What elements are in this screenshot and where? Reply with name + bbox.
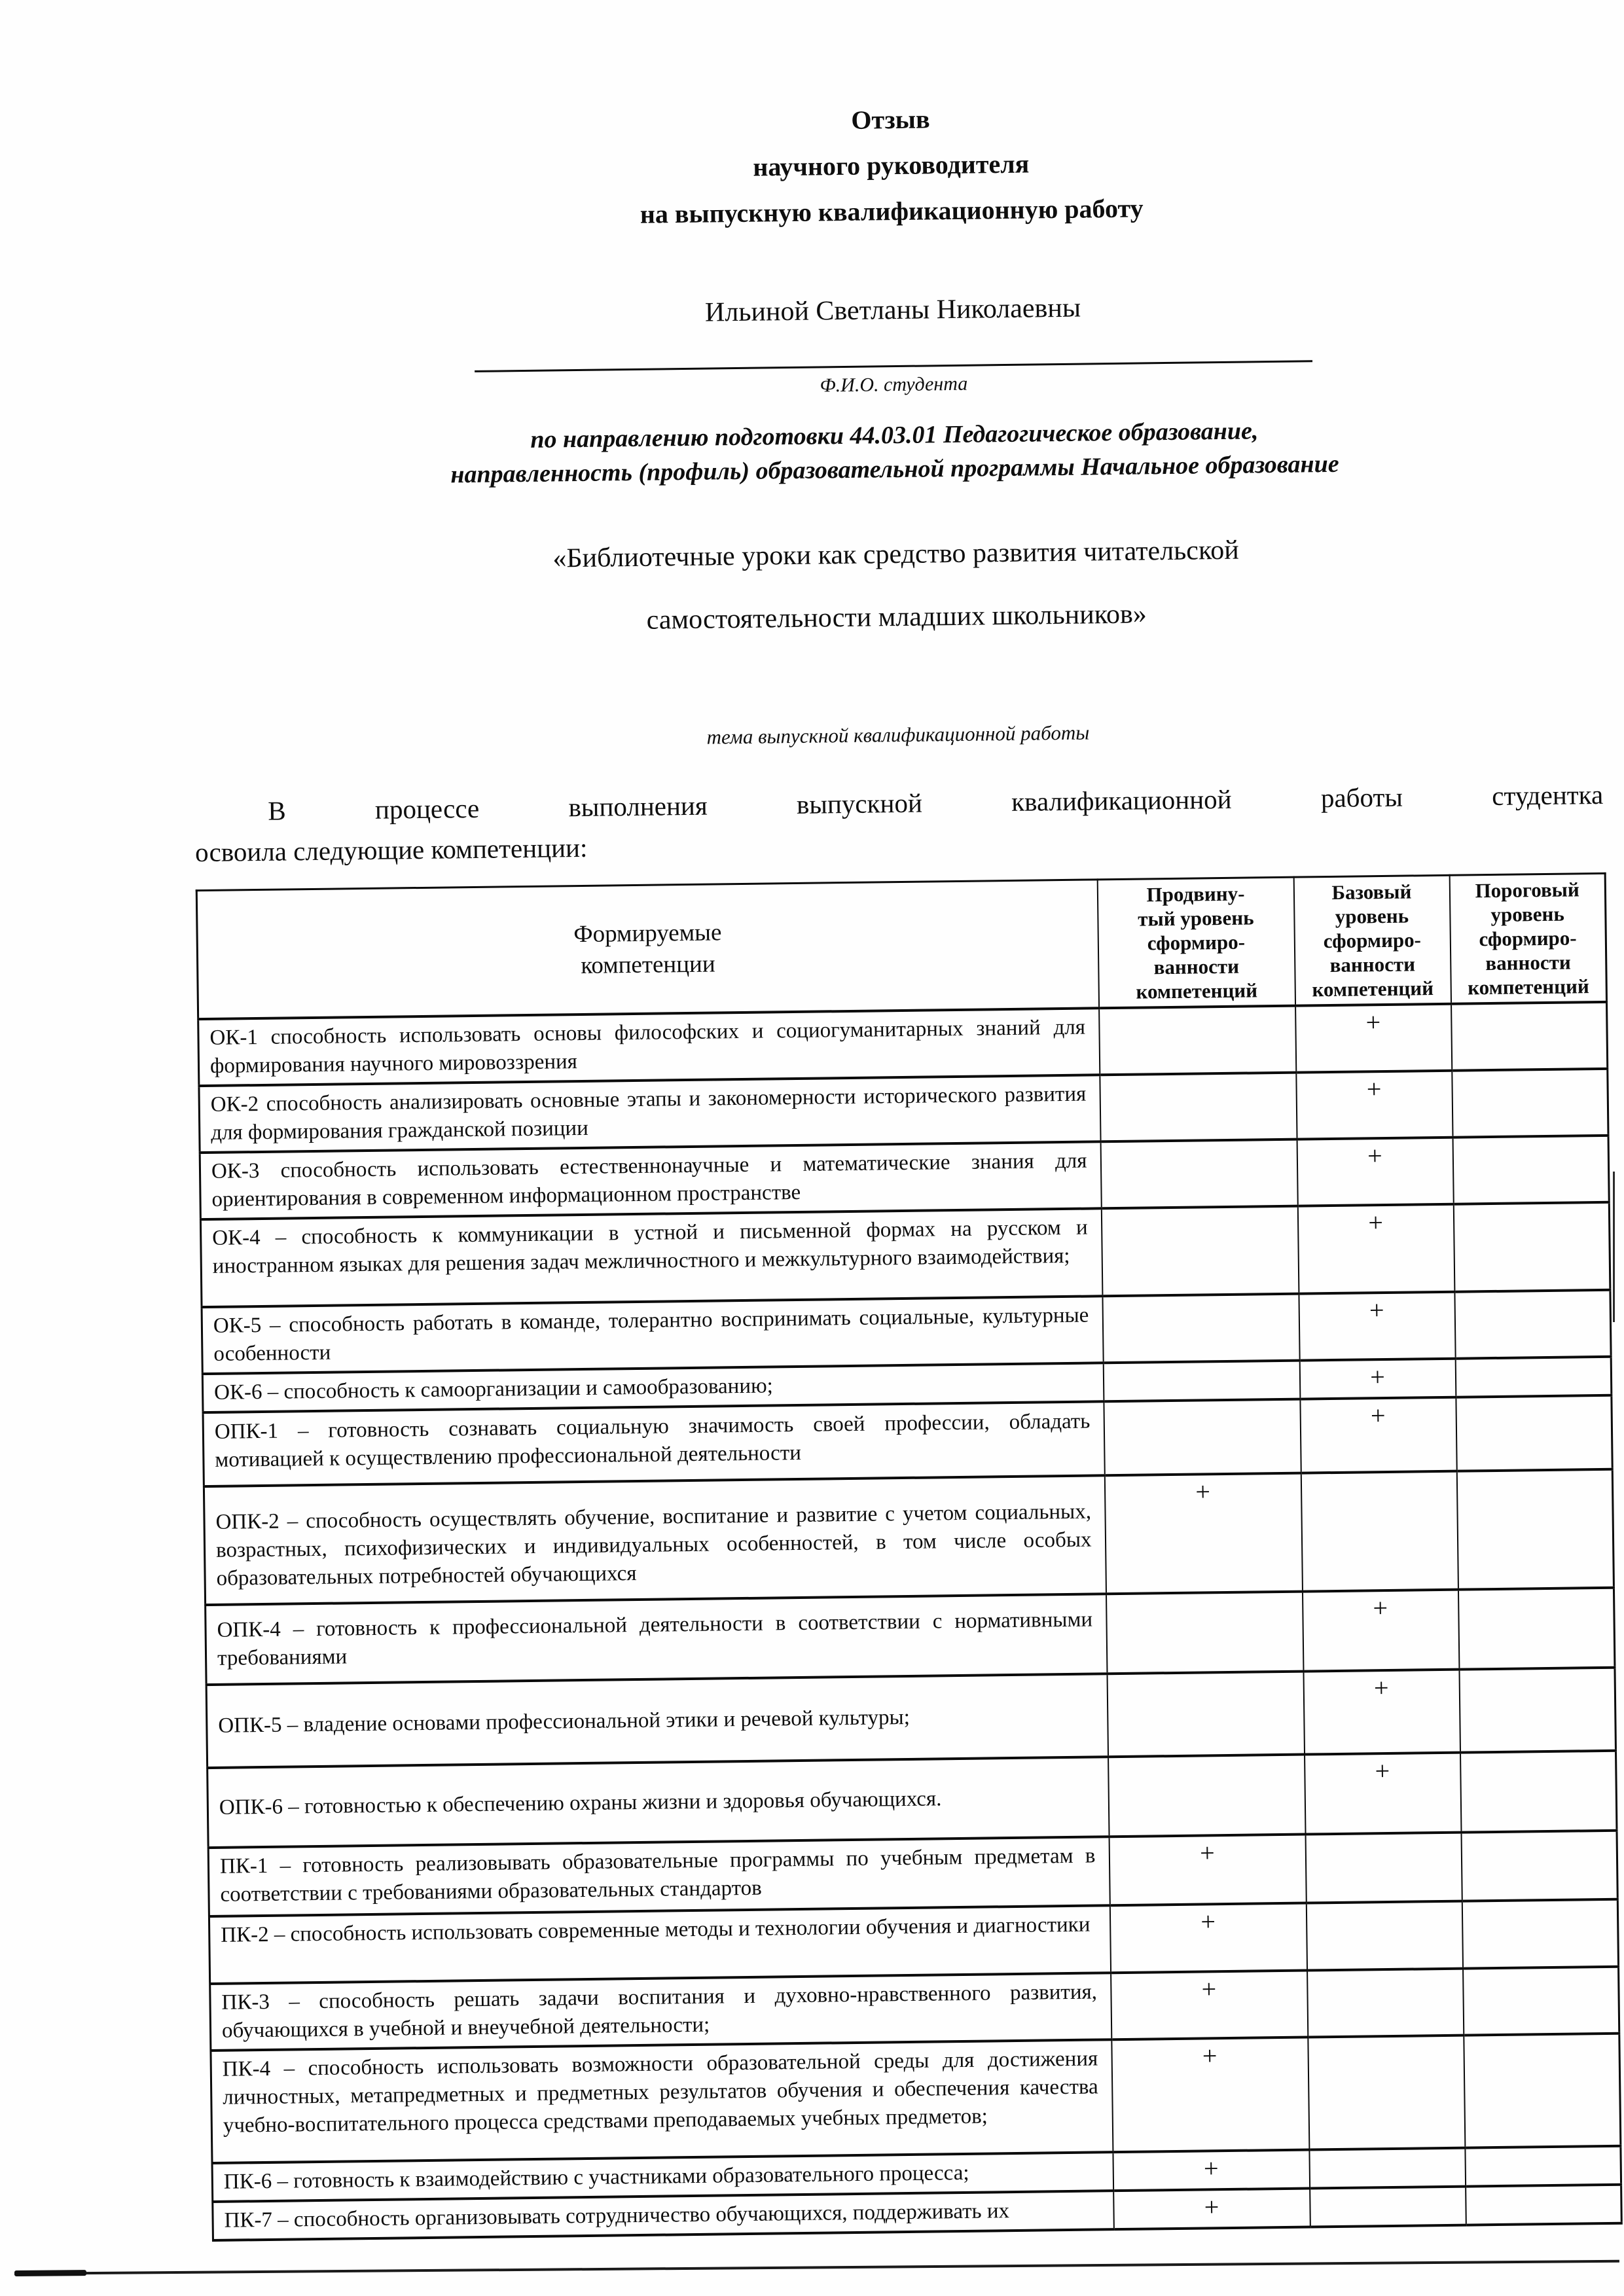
advanced-level-cell: [1101, 1206, 1299, 1297]
advanced-level-cell: +: [1111, 2037, 1309, 2153]
intro-paragraph: [194, 774, 1604, 872]
threshold-level-cell: [1458, 1588, 1614, 1670]
basic-level-cell: [1308, 2036, 1465, 2150]
scan-artifact-blob: [14, 2270, 86, 2276]
basic-level-cell: [1305, 1833, 1462, 1903]
threshold-level-cell: [1453, 1202, 1610, 1292]
advanced-level-cell: [1107, 1672, 1305, 1757]
basic-level-cell: [1307, 1969, 1464, 2037]
header-threshold-level: Пороговый уровень сформиро- ванности компетенций: [1449, 873, 1606, 1003]
competency-row-8: [204, 1469, 1614, 1605]
intro-line-2: освоила следующие компетенции:: [194, 832, 588, 868]
basic-level-cell: +: [1305, 1753, 1461, 1835]
competency-table-header-row: [196, 873, 1606, 1019]
threshold-level-cell: [1455, 1357, 1612, 1397]
competency-text: ОК-3 способность использовать естественнонаучные и математические знания для ориентирования в современном информационном пространстве: [200, 1141, 1101, 1219]
basic-level-cell: +: [1303, 1670, 1460, 1755]
competency-text: ПК-3 – способность решать задачи воспитания и духовно-нравственного развития, обучающихся в учебной и внеучебной деятельности;: [210, 1973, 1111, 2051]
advanced-level-cell: [1100, 1073, 1297, 1142]
intro-line-1: В процессе выполнения выпускной квалификационной работы студентка: [268, 779, 1604, 826]
advanced-level-cell: +: [1113, 2189, 1310, 2230]
document-title: [186, 88, 1596, 243]
basic-level-cell: [1309, 2148, 1466, 2189]
advanced-level-cell: [1103, 1361, 1300, 1402]
thesis-title: [191, 514, 1601, 657]
competency-text: ОПК-4 – готовность к профессиональной деятельности в соответствии с нормативными требованиями: [206, 1594, 1107, 1685]
title-line-1: Отзыв: [851, 104, 930, 135]
title-line-3: на выпускную квалификационную работу: [640, 193, 1144, 229]
advanced-level-cell: [1102, 1294, 1299, 1363]
competency-row-15: [211, 2034, 1621, 2163]
thesis-caption: тема выпускной квалификационной работы: [706, 721, 1090, 749]
advanced-level-cell: +: [1110, 1903, 1307, 1973]
advanced-level-cell: [1099, 1006, 1296, 1075]
basic-level-cell: [1306, 1901, 1462, 1971]
competency-text: ОК-6 – способность к самоорганизации и самообразованию;: [202, 1363, 1104, 1412]
scan-artifact-right-line: [1613, 1172, 1615, 1322]
competency-text: ПК-2 – способность использовать современные методы и технологии обучения и диагностики: [209, 1905, 1110, 1984]
competency-text: ОК-5 – способность работать в команде, толерантно воспринимать социальные, культурные особенности: [202, 1296, 1103, 1374]
student-name-caption: Ф.И.О. студента: [820, 372, 968, 397]
competency-text: ОПК-5 – владение основами профессиональной этики и речевой культуры;: [206, 1674, 1108, 1768]
threshold-level-cell: [1463, 1967, 1619, 2036]
basic-level-cell: +: [1295, 1004, 1452, 1073]
basic-level-cell: [1301, 1471, 1458, 1592]
competency-text: ПК-6 – готовность к взаимодействию с участниками образовательного процесса;: [212, 2152, 1113, 2202]
competency-text: ОК-2 способность анализировать основные этапы и закономерности исторического развития для формирования гражданской позиции: [199, 1075, 1100, 1153]
competency-text: ОПК-2 – способность осуществлять обучение, воспитание и развитие с учетом социальных, возрастных, психофизических и индивидуальных особенностей, в том числе особых образовательных потребностей обучающихся: [204, 1475, 1106, 1605]
basic-level-cell: +: [1297, 1204, 1454, 1294]
competency-text: ОК-4 – способность к коммуникации в устной и письменной формах на русском и иностранном языках для решения задач межличностного и межкультурного взаимодействия;: [200, 1208, 1102, 1307]
competency-text: ПК-1 – готовность реализовывать образовательные программы по учебным предметам в соответствии с требованиями образовательных стандартов: [208, 1837, 1110, 1916]
advanced-level-cell: +: [1113, 2150, 1310, 2191]
basic-level-cell: +: [1302, 1590, 1458, 1672]
thesis-title-line-1: «Библиотечные уроки как средство развития читательской: [552, 535, 1239, 574]
title-line-2: научного руководителя: [753, 149, 1030, 182]
advanced-level-cell: +: [1104, 1473, 1302, 1594]
basic-level-cell: [1310, 2187, 1466, 2227]
scan-artifact-bottom-line: [14, 2260, 1619, 2275]
competency-text: ОК-1 способность использовать основы философских и социогуманитарных знаний для формирования научного мировоззрения: [198, 1008, 1100, 1086]
threshold-level-cell: [1462, 1899, 1618, 1969]
competency-table-body: [198, 1002, 1622, 2240]
competency-text: ПК-4 – способность использовать возможности образовательной среды для достижения личностных, метапредметных и предметных результатов обучения и обеспечения качества учебно-воспитательного процесса средствами преподаваемых учебных предметов;: [211, 2039, 1113, 2163]
threshold-level-cell: [1454, 1290, 1611, 1359]
threshold-level-cell: [1464, 2034, 1621, 2148]
competency-text: ПК-7 – способность организовывать сотрудничество обучающихся, поддерживать их: [213, 2191, 1114, 2240]
competency-row-4: [200, 1202, 1610, 1307]
basic-level-cell: +: [1297, 1138, 1453, 1206]
program-line-2: направленность (профиль) образовательной программы Начальное образование: [450, 450, 1339, 489]
advanced-level-cell: [1106, 1592, 1303, 1674]
header-advanced-level: Продвину- тый уровень сформиро- ванности компетенций: [1097, 877, 1295, 1008]
document-content: [185, 0, 1621, 2242]
program-line-1: по направлению подготовки 44.03.01 Педагогическое образование,: [530, 417, 1259, 454]
header-basic-level: Базовый уровень сформиро- ванности компетенций: [1293, 875, 1451, 1005]
threshold-level-cell: [1460, 1751, 1617, 1833]
program-info: [190, 410, 1599, 495]
threshold-level-cell: [1456, 1469, 1614, 1590]
threshold-level-cell: [1451, 1002, 1608, 1071]
basic-level-cell: +: [1299, 1359, 1456, 1399]
threshold-level-cell: [1452, 1069, 1608, 1138]
advanced-level-cell: +: [1111, 1971, 1308, 2040]
basic-level-cell: +: [1296, 1071, 1453, 1139]
thesis-title-line-2: самостоятельности младших школьников»: [646, 599, 1147, 636]
threshold-level-cell: [1461, 1831, 1617, 1901]
competency-text: ОПК-1 – готовность сознавать социальную значимость своей профессии, обладать мотивацией к осуществлению профессиональной деятельности: [203, 1401, 1104, 1486]
advanced-level-cell: +: [1109, 1835, 1306, 1906]
threshold-level-cell: [1466, 2185, 1622, 2225]
threshold-level-cell: [1456, 1395, 1612, 1471]
advanced-level-cell: [1104, 1399, 1301, 1476]
student-name: Ильиной Светланы Николаевны: [704, 293, 1081, 328]
basic-level-cell: +: [1300, 1397, 1456, 1473]
competency-table: [196, 872, 1623, 2242]
threshold-level-cell: [1453, 1136, 1609, 1204]
advanced-level-cell: [1108, 1755, 1305, 1837]
competency-text: ОПК-6 – готовностью к обеспечению охраны жизни и здоровья обучающихся.: [208, 1757, 1109, 1848]
threshold-level-cell: [1459, 1668, 1616, 1753]
basic-level-cell: +: [1299, 1292, 1455, 1361]
threshold-level-cell: [1465, 2146, 1621, 2187]
advanced-level-cell: [1100, 1139, 1297, 1209]
header-competencies: Формируемые компетенции: [196, 880, 1098, 1019]
